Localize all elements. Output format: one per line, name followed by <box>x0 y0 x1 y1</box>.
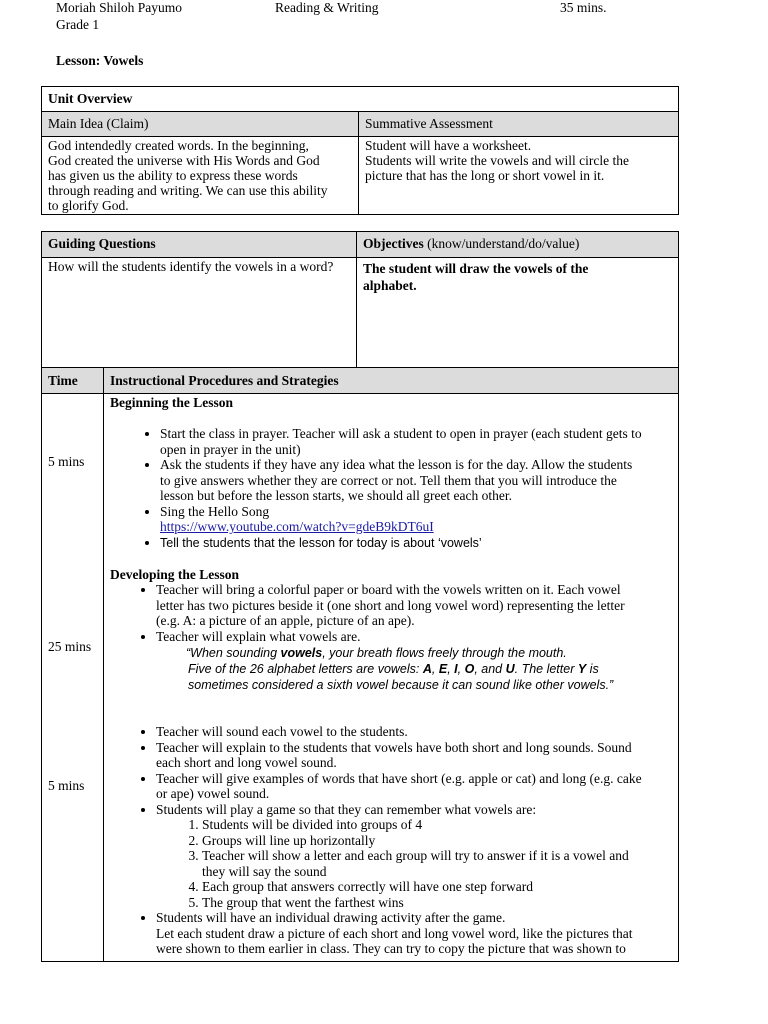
procedures-table <box>41 367 679 962</box>
beginning-list <box>110 426 672 551</box>
developing-list <box>110 582 672 644</box>
list-item: 4. Each group that answers correctly will have one step forward <box>202 879 672 895</box>
game-steps-list <box>110 817 672 910</box>
list-item: • Ask the students if they have any idea what the lesson is for the day. Allow the students to give answers whether they are correct or not. Tell them that you will introduce the lesson but before the lesson starts, we should all greet each other. <box>160 457 672 504</box>
summative-assessment-label: Summative Assessment <box>359 112 679 137</box>
subject: Reading & Writing <box>275 0 379 15</box>
drawing-activity-text: Let each student draw a picture of each short and long vowel word, like the pictures that were shown to them earlier in class. They can try to copy the picture that was shown to <box>156 925 633 956</box>
list-item: • Students will have an individual drawing activity after the game. <box>156 910 672 926</box>
vowel-definition-quote: “When sounding vowels, your breath flows freely through the mouth. Five of the 26 alphabet letters are vowels: A, E, I, O, and U. The letter Y is sometimes considered a sixth vowel because it can sound like other vowels.” <box>186 646 614 692</box>
guiding-question-text: How will the students identify the vowels in a word? <box>42 258 357 368</box>
list-item: • Start the class in prayer. Teacher will ask a student to open in prayer (each student gets to open in prayer in the unit) <box>160 426 672 457</box>
time-closing: 5 mins <box>48 778 85 793</box>
lesson-title: Lesson: Vowels <box>56 53 144 68</box>
list-item: • Teacher will bring a colorful paper or board with the vowels written on it. Each vowel letter has two pictures beside it (one short and long vowel word) representing the letter (e.g. A: a picture of an apple, picture of an ape). <box>156 582 672 629</box>
list-item: • Teacher will explain what vowels are. <box>156 629 672 645</box>
summative-assessment-text: Student will have a worksheet. Students will write the vowels and will circle the picture that has the long or short vowel in it. <box>359 137 679 215</box>
list-item: 3. Teacher will show a letter and each group will try to answer if it is a vowel and they will say the sound <box>202 848 672 879</box>
time-developing: 25 mins <box>48 639 92 654</box>
time-beginning: 5 mins <box>48 454 85 469</box>
list-item: 2. Groups will line up horizontally <box>202 833 672 849</box>
list-item: 1. Students will be divided into groups of 4 <box>202 817 672 833</box>
list-item: • Teacher will explain to the students that vowels have both short and long sounds. Sound each short and long vowel sound. <box>156 740 672 771</box>
main-idea-label: Main Idea (Claim) <box>42 112 359 137</box>
time-label: Time <box>42 368 104 394</box>
beginning-heading: Beginning the Lesson <box>110 395 234 410</box>
strategies-label: Instructional Procedures and Strategies <box>104 368 679 394</box>
list-item: • Tell the students that the lesson for today is about ‘vowels’ <box>160 535 672 552</box>
strategies-column <box>104 394 679 962</box>
teacher-name: Moriah Shiloh Payumo <box>56 0 183 15</box>
developing-heading: Developing the Lesson <box>110 567 240 582</box>
duration: 35 mins. <box>560 0 607 15</box>
drawing-activity-list <box>110 910 672 926</box>
objectives-label: Objectives (know/understand/do/value) <box>357 232 679 258</box>
hello-song-link[interactable]: https://www.youtube.com/watch?v=gdeB9kDT6uI <box>160 519 434 534</box>
list-item: • Teacher will sound each vowel to the students. <box>156 724 672 740</box>
list-item: • Sing the Hello Song https://www.youtube.com/watch?v=gdeB9kDT6uI <box>160 504 672 535</box>
objective-text: The student will draw the vowels of the alphabet. <box>357 258 679 368</box>
unit-overview-title: Unit Overview <box>42 87 679 112</box>
grade: Grade 1 <box>56 17 100 32</box>
time-column <box>42 394 104 962</box>
closing-list <box>110 724 672 817</box>
main-idea-text: God intendedly created words. In the beginning, God created the universe with His Words and God has given us the ability to express these words through reading and writing. We can use this ability to glorify God. <box>42 137 359 215</box>
guiding-questions-table <box>41 231 679 368</box>
guiding-questions-label: Guiding Questions <box>42 232 357 258</box>
list-item: • Teacher will give examples of words that have short (e.g. apple or cat) and long (e.g. cake or ape) vowel sound. <box>156 771 672 802</box>
list-item: • Students will play a game so that they can remember what vowels are: <box>156 802 672 818</box>
list-item: 5. The group that went the farthest wins <box>202 895 672 911</box>
unit-overview-table <box>41 86 679 215</box>
